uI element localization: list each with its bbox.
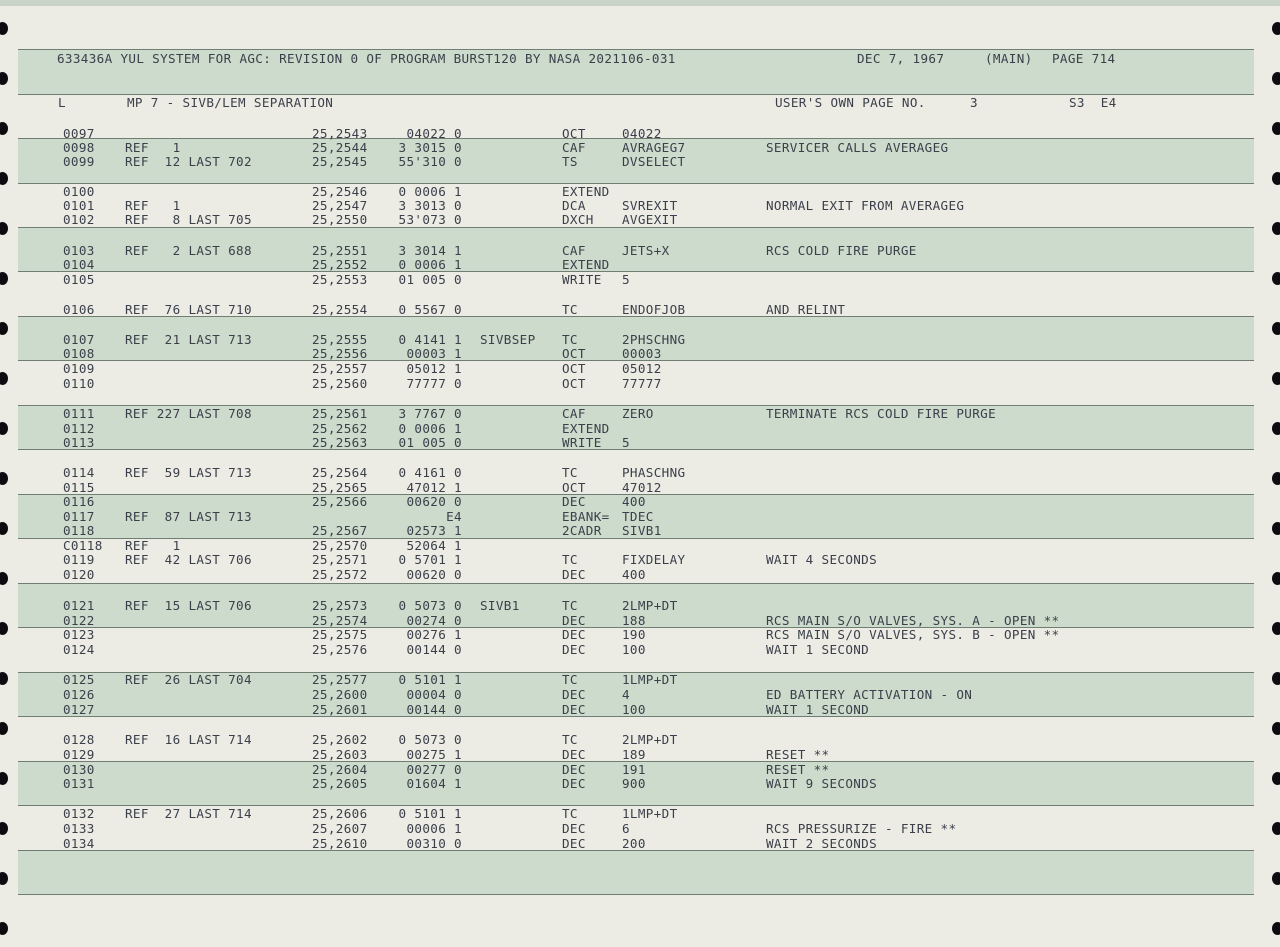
feed-hole xyxy=(0,22,8,35)
operand: ENDOFJOB xyxy=(622,302,686,317)
octal-word: 04022 0 xyxy=(406,126,462,141)
subheader-code: S3 E4 xyxy=(1069,95,1117,110)
comment: NORMAL EXIT FROM AVERAGEG xyxy=(766,198,965,213)
feed-hole xyxy=(1272,722,1280,735)
address: 25,2546 xyxy=(312,184,368,199)
opcode: CAF xyxy=(562,406,586,421)
opcode: DEC xyxy=(562,494,586,509)
address: 25,2601 xyxy=(312,702,368,717)
address: 25,2607 xyxy=(312,821,368,836)
feed-hole xyxy=(1272,872,1280,885)
opcode: TC xyxy=(562,302,578,317)
opcode: DEC xyxy=(562,776,586,791)
line-number: 0132 xyxy=(63,806,95,821)
comment: AND RELINT xyxy=(766,302,846,317)
octal-word: 0 0006 1 xyxy=(398,257,462,272)
line-number: 0112 xyxy=(63,421,95,436)
reference: REF 8 LAST 705 xyxy=(125,212,252,227)
feed-hole xyxy=(0,422,8,435)
operand: AVGEXIT xyxy=(622,212,678,227)
comment: RCS PRESSURIZE - FIRE ** xyxy=(766,821,957,836)
line-number: 0102 xyxy=(63,212,95,227)
address: 25,2575 xyxy=(312,627,368,642)
comment: TERMINATE RCS COLD FIRE PURGE xyxy=(766,406,997,421)
comment: WAIT 9 SECONDS xyxy=(766,776,878,791)
opcode: DEC xyxy=(562,642,586,657)
band-rule xyxy=(18,449,1254,450)
octal-word: 01 005 0 xyxy=(398,272,462,287)
address: 25,2554 xyxy=(312,302,368,317)
octal-word: 00144 0 xyxy=(406,642,462,657)
opcode: DEC xyxy=(562,613,586,628)
feed-hole xyxy=(0,772,8,785)
address: 25,2577 xyxy=(312,672,368,687)
feed-hole xyxy=(1272,522,1280,535)
address: 25,2563 xyxy=(312,435,368,450)
octal-word: 0 5101 1 xyxy=(398,672,462,687)
feed-hole xyxy=(1272,472,1280,485)
address: 25,2605 xyxy=(312,776,368,791)
octal-word: 0 0006 1 xyxy=(398,184,462,199)
feed-hole xyxy=(0,922,8,935)
opcode: WRITE xyxy=(562,272,602,287)
line-number: 0118 xyxy=(63,523,95,538)
line-number: 0106 xyxy=(63,302,95,317)
band-rule xyxy=(18,894,1254,895)
line-number: 0099 xyxy=(63,154,95,169)
operand: 400 xyxy=(622,494,646,509)
line-number: 0113 xyxy=(63,435,95,450)
opcode: OCT xyxy=(562,346,586,361)
line-number: 0131 xyxy=(63,776,95,791)
octal-word: E4 xyxy=(446,509,462,524)
operand: 47012 xyxy=(622,480,662,495)
line-number: 0121 xyxy=(63,598,95,613)
octal-word: 01604 1 xyxy=(406,776,462,791)
address: 25,2553 xyxy=(312,272,368,287)
octal-word: 0 0006 1 xyxy=(398,421,462,436)
operand: ZERO xyxy=(622,406,654,421)
header-section: (MAIN) xyxy=(985,51,1033,66)
line-number: 0103 xyxy=(63,243,95,258)
opcode: DEC xyxy=(562,821,586,836)
octal-word: 77777 0 xyxy=(406,376,462,391)
address: 25,2576 xyxy=(312,642,368,657)
opcode: OCT xyxy=(562,376,586,391)
address: 25,2602 xyxy=(312,732,368,747)
operand: 1LMP+DT xyxy=(622,672,678,687)
feed-hole xyxy=(0,272,8,285)
line-number: 0116 xyxy=(63,494,95,509)
octal-word: 0 5073 0 xyxy=(398,732,462,747)
comment: WAIT 1 SECOND xyxy=(766,642,870,657)
opcode: DEC xyxy=(562,836,586,851)
comment: RCS MAIN S/O VALVES, SYS. B - OPEN ** xyxy=(766,627,1060,642)
comment: WAIT 2 SECONDS xyxy=(766,836,878,851)
opcode: TC xyxy=(562,465,578,480)
band-rule xyxy=(18,538,1254,539)
octal-word: 55'310 0 xyxy=(398,154,462,169)
opcode: DEC xyxy=(562,747,586,762)
address: 25,2550 xyxy=(312,212,368,227)
feed-hole xyxy=(1272,572,1280,585)
reference: REF 227 LAST 708 xyxy=(125,406,252,421)
feed-hole xyxy=(1272,322,1280,335)
address: 25,2557 xyxy=(312,361,368,376)
octal-word: 00310 0 xyxy=(406,836,462,851)
reference: REF 1 xyxy=(125,140,181,155)
comment: RESET ** xyxy=(766,747,830,762)
subheader-marker: L xyxy=(58,95,66,110)
operand: JETS+X xyxy=(622,243,670,258)
opcode: 2CADR xyxy=(562,523,602,538)
reference: REF 2 LAST 688 xyxy=(125,243,252,258)
address: 25,2561 xyxy=(312,406,368,421)
octal-word: 0 5101 1 xyxy=(398,806,462,821)
operand: 2LMP+DT xyxy=(622,598,678,613)
operand: 04022 xyxy=(622,126,662,141)
reference: REF 21 LAST 713 xyxy=(125,332,252,347)
opcode: TC xyxy=(562,598,578,613)
line-number: 0130 xyxy=(63,762,95,777)
opcode: TC xyxy=(562,552,578,567)
opcode: DEC xyxy=(562,762,586,777)
opcode: EXTEND xyxy=(562,421,610,436)
reference: REF 87 LAST 713 xyxy=(125,509,252,524)
greenbar-band xyxy=(18,850,1254,895)
label: SIVB1 xyxy=(480,598,520,613)
octal-word: 0 4161 0 xyxy=(398,465,462,480)
address: 25,2610 xyxy=(312,836,368,851)
opcode: EBANK= xyxy=(562,509,610,524)
operand: 400 xyxy=(622,567,646,582)
address: 25,2562 xyxy=(312,421,368,436)
reference: REF 76 LAST 710 xyxy=(125,302,252,317)
address: 25,2565 xyxy=(312,480,368,495)
line-number: 0124 xyxy=(63,642,95,657)
operand: 200 xyxy=(622,836,646,851)
address: 25,2572 xyxy=(312,567,368,582)
reference: REF 12 LAST 702 xyxy=(125,154,252,169)
operand: 900 xyxy=(622,776,646,791)
reference: REF 15 LAST 706 xyxy=(125,598,252,613)
octal-word: 0 5701 1 xyxy=(398,552,462,567)
address: 25,2570 xyxy=(312,538,368,553)
line-number: 0108 xyxy=(63,346,95,361)
opcode: OCT xyxy=(562,126,586,141)
operand: 188 xyxy=(622,613,646,628)
opcode: EXTEND xyxy=(562,184,610,199)
opcode: TC xyxy=(562,806,578,821)
address: 25,2606 xyxy=(312,806,368,821)
line-number: 0134 xyxy=(63,836,95,851)
feed-hole xyxy=(0,822,8,835)
address: 25,2574 xyxy=(312,613,368,628)
feed-hole xyxy=(0,72,8,85)
operand: 4 xyxy=(622,687,630,702)
band-rule xyxy=(18,583,1254,584)
octal-word: 00620 0 xyxy=(406,567,462,582)
feed-hole xyxy=(0,722,8,735)
opcode: TC xyxy=(562,672,578,687)
operand: SVREXIT xyxy=(622,198,678,213)
feed-hole xyxy=(0,372,8,385)
address: 25,2571 xyxy=(312,552,368,567)
line-number: 0117 xyxy=(63,509,95,524)
reference: REF 1 xyxy=(125,538,181,553)
comment: WAIT 1 SECOND xyxy=(766,702,870,717)
feed-hole xyxy=(1272,372,1280,385)
address: 25,2564 xyxy=(312,465,368,480)
address: 25,2603 xyxy=(312,747,368,762)
comment: RCS COLD FIRE PURGE xyxy=(766,243,917,258)
feed-hole xyxy=(1272,422,1280,435)
octal-word: 3 3014 1 xyxy=(398,243,462,258)
feed-hole xyxy=(1272,822,1280,835)
header-date: DEC 7, 1967 xyxy=(857,51,945,66)
operand: 5 xyxy=(622,272,630,287)
feed-hole xyxy=(1272,672,1280,685)
operand: 189 xyxy=(622,747,646,762)
line-number: 0122 xyxy=(63,613,95,628)
octal-word: 52064 1 xyxy=(406,538,462,553)
opcode: DXCH xyxy=(562,212,594,227)
operand: 77777 xyxy=(622,376,662,391)
opcode: OCT xyxy=(562,480,586,495)
octal-word: 0 5567 0 xyxy=(398,302,462,317)
header-title: 633436A YUL SYSTEM FOR AGC: REVISION 0 OF PROGRAM BURST120 BY NASA 2021106-031 xyxy=(57,51,676,66)
feed-hole xyxy=(0,322,8,335)
opcode: CAF xyxy=(562,140,586,155)
octal-word: 02573 1 xyxy=(406,523,462,538)
subheader-title: MP 7 - SIVB/LEM SEPARATION xyxy=(127,95,334,110)
feed-hole xyxy=(1272,172,1280,185)
operand: 00003 xyxy=(622,346,662,361)
feed-hole xyxy=(1272,922,1280,935)
reference: REF 1 xyxy=(125,198,181,213)
operand: SIVB1 xyxy=(622,523,662,538)
address: 25,2556 xyxy=(312,346,368,361)
line-number: 0101 xyxy=(63,198,95,213)
feed-hole xyxy=(1272,622,1280,635)
octal-word: 53'073 0 xyxy=(398,212,462,227)
reference: REF 42 LAST 706 xyxy=(125,552,252,567)
reference: REF 27 LAST 714 xyxy=(125,806,252,821)
operand: 2PHSCHNG xyxy=(622,332,686,347)
line-number: 0100 xyxy=(63,184,95,199)
line-number: 0119 xyxy=(63,552,95,567)
line-number: 0126 xyxy=(63,687,95,702)
address: 25,2552 xyxy=(312,257,368,272)
operand: 1LMP+DT xyxy=(622,806,678,821)
band-rule xyxy=(18,49,1254,50)
octal-word: 00274 0 xyxy=(406,613,462,628)
line-number: 0110 xyxy=(63,376,95,391)
octal-word: 00276 1 xyxy=(406,627,462,642)
address: 25,2573 xyxy=(312,598,368,613)
address: 25,2555 xyxy=(312,332,368,347)
feed-hole xyxy=(0,472,8,485)
octal-word: 00275 1 xyxy=(406,747,462,762)
comment: RCS MAIN S/O VALVES, SYS. A - OPEN ** xyxy=(766,613,1060,628)
line-number: 0133 xyxy=(63,821,95,836)
operand: 5 xyxy=(622,435,630,450)
feed-hole xyxy=(0,572,8,585)
operand: AVRAGEG7 xyxy=(622,140,686,155)
address: 25,2543 xyxy=(312,126,368,141)
line-number: 0097 xyxy=(63,126,95,141)
address: 25,2567 xyxy=(312,523,368,538)
operand: 6 xyxy=(622,821,630,836)
octal-word: 3 3015 0 xyxy=(398,140,462,155)
operand: 190 xyxy=(622,627,646,642)
comment: WAIT 4 SECONDS xyxy=(766,552,878,567)
comment: RESET ** xyxy=(766,762,830,777)
line-number: 0120 xyxy=(63,567,95,582)
octal-word: 00277 0 xyxy=(406,762,462,777)
opcode: TC xyxy=(562,332,578,347)
address: 25,2604 xyxy=(312,762,368,777)
line-number: 0129 xyxy=(63,747,95,762)
reference: REF 26 LAST 704 xyxy=(125,672,252,687)
header-page-number: PAGE 714 xyxy=(1052,51,1116,66)
line-number: 0104 xyxy=(63,257,95,272)
octal-word: 05012 1 xyxy=(406,361,462,376)
octal-word: 0 5073 0 xyxy=(398,598,462,613)
line-number: 0109 xyxy=(63,361,95,376)
feed-hole xyxy=(1272,22,1280,35)
band-rule xyxy=(18,271,1254,272)
octal-word: 00006 1 xyxy=(406,821,462,836)
operand: 05012 xyxy=(622,361,662,376)
operand: DVSELECT xyxy=(622,154,686,169)
band-rule xyxy=(18,227,1254,228)
line-number: 0114 xyxy=(63,465,95,480)
feed-hole xyxy=(0,522,8,535)
line-number: 0107 xyxy=(63,332,95,347)
feed-hole xyxy=(0,672,8,685)
octal-word: 0 4141 1 xyxy=(398,332,462,347)
octal-word: 00144 0 xyxy=(406,702,462,717)
line-number: 0123 xyxy=(63,627,95,642)
feed-hole xyxy=(0,222,8,235)
feed-hole xyxy=(1272,72,1280,85)
address: 25,2551 xyxy=(312,243,368,258)
operand: 100 xyxy=(622,642,646,657)
line-number: 0127 xyxy=(63,702,95,717)
feed-hole xyxy=(0,172,8,185)
address: 25,2544 xyxy=(312,140,368,155)
operand: 100 xyxy=(622,702,646,717)
feed-hole xyxy=(0,872,8,885)
band-rule xyxy=(18,183,1254,184)
line-number: 0125 xyxy=(63,672,95,687)
own-page-number: 3 xyxy=(970,95,978,110)
opcode: DEC xyxy=(562,627,586,642)
comment: SERVICER CALLS AVERAGEG xyxy=(766,140,949,155)
operand: 191 xyxy=(622,762,646,777)
octal-word: 3 3013 0 xyxy=(398,198,462,213)
label: SIVBSEP xyxy=(480,332,536,347)
line-number: 0111 xyxy=(63,406,95,421)
address: 25,2547 xyxy=(312,198,368,213)
octal-word: 00003 1 xyxy=(406,346,462,361)
feed-hole xyxy=(1272,272,1280,285)
octal-word: 00620 0 xyxy=(406,494,462,509)
opcode: TS xyxy=(562,154,578,169)
opcode: DEC xyxy=(562,687,586,702)
octal-word: 3 7767 0 xyxy=(398,406,462,421)
feed-hole xyxy=(1272,772,1280,785)
opcode: DEC xyxy=(562,567,586,582)
feed-hole xyxy=(0,122,8,135)
line-number: 0098 xyxy=(63,140,95,155)
line-number: 0128 xyxy=(63,732,95,747)
page-top-edge xyxy=(0,0,1280,6)
octal-word: 47012 1 xyxy=(406,480,462,495)
address: 25,2545 xyxy=(312,154,368,169)
opcode: WRITE xyxy=(562,435,602,450)
operand: PHASCHNG xyxy=(622,465,686,480)
operand: TDEC xyxy=(622,509,654,524)
feed-hole xyxy=(1272,122,1280,135)
opcode: EXTEND xyxy=(562,257,610,272)
octal-word: 01 005 0 xyxy=(398,435,462,450)
feed-hole xyxy=(0,622,8,635)
opcode: CAF xyxy=(562,243,586,258)
line-number: 0115 xyxy=(63,480,95,495)
address: 25,2600 xyxy=(312,687,368,702)
operand: FIXDELAY xyxy=(622,552,686,567)
opcode: OCT xyxy=(562,361,586,376)
opcode: DEC xyxy=(562,702,586,717)
feed-hole xyxy=(1272,222,1280,235)
own-page-label: USER'S OWN PAGE NO. xyxy=(775,95,926,110)
opcode: DCA xyxy=(562,198,586,213)
line-number: C0118 xyxy=(63,538,103,553)
address: 25,2566 xyxy=(312,494,368,509)
reference: REF 59 LAST 713 xyxy=(125,465,252,480)
line-number: 0105 xyxy=(63,272,95,287)
octal-word: 00004 0 xyxy=(406,687,462,702)
reference: REF 16 LAST 714 xyxy=(125,732,252,747)
address: 25,2560 xyxy=(312,376,368,391)
operand: 2LMP+DT xyxy=(622,732,678,747)
opcode: TC xyxy=(562,732,578,747)
comment: ED BATTERY ACTIVATION - ON xyxy=(766,687,973,702)
